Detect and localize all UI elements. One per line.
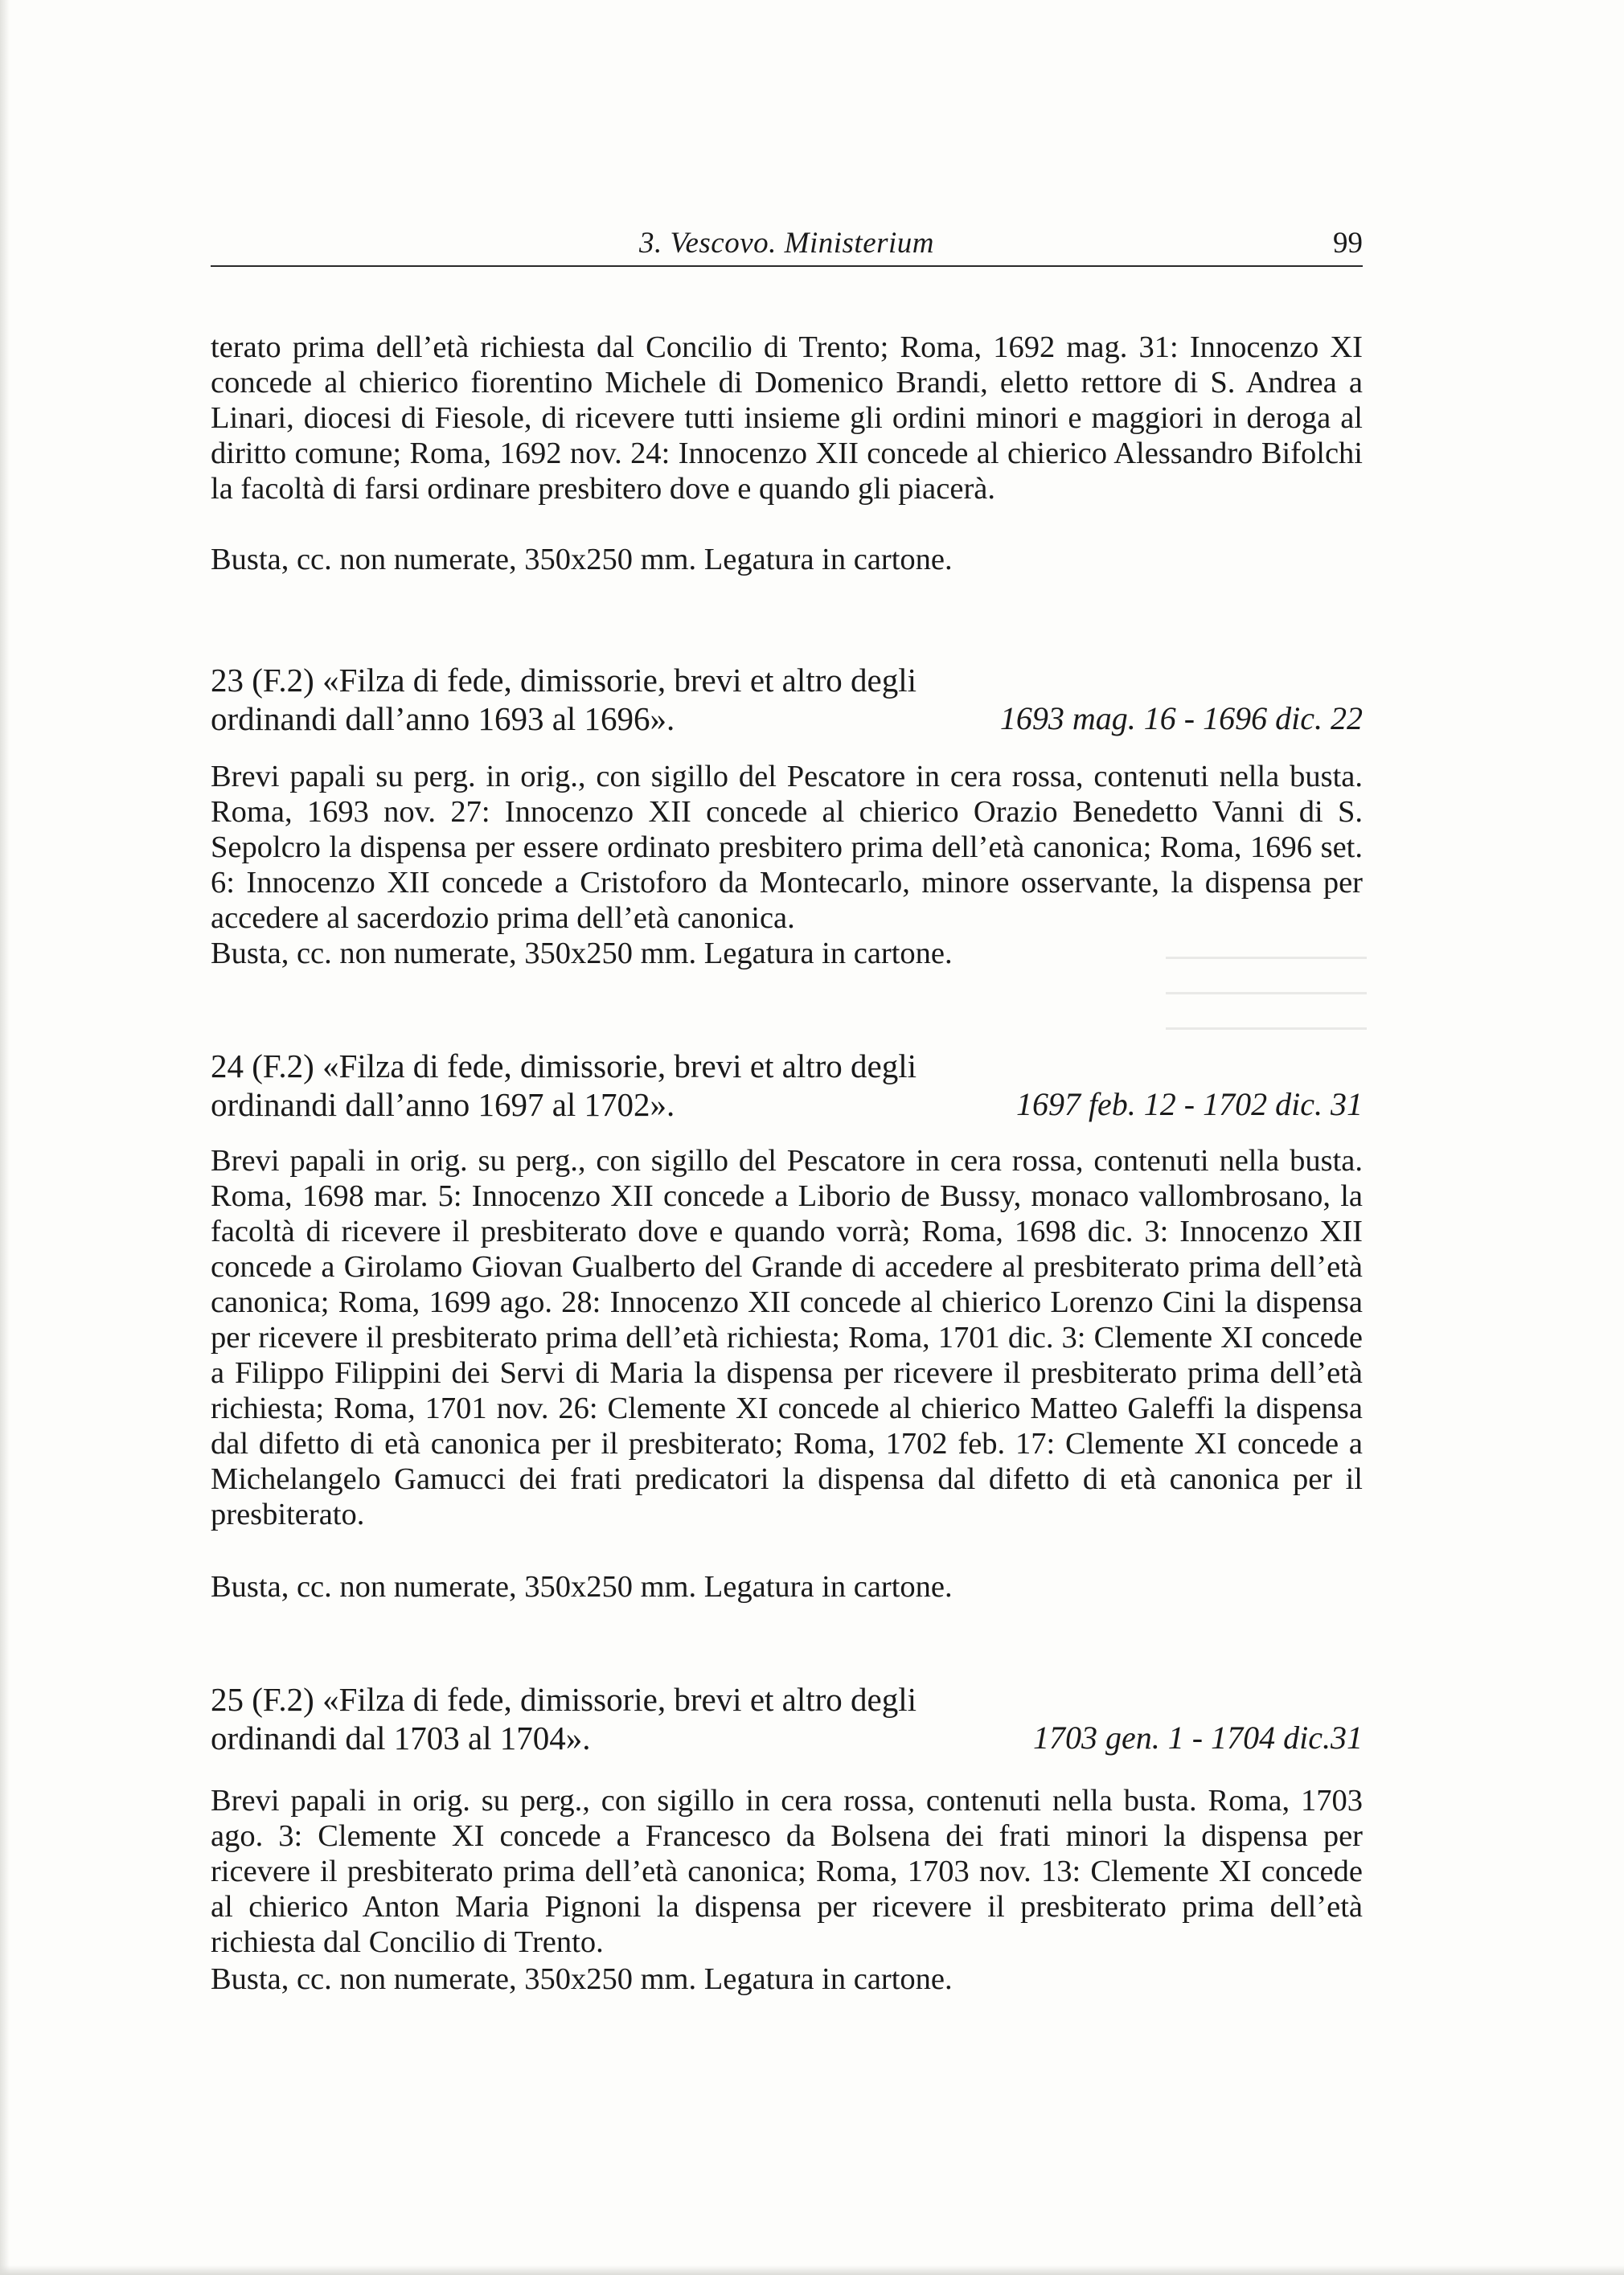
entry-24-date: 1697 feb. 12 - 1702 dic. 31: [1015, 1086, 1363, 1122]
entry-24-title: 24 (F.2) «Filza di fede, dimissorie, brevi et altro degli ordinandi dall’anno 1697 al 1702».: [211, 1047, 917, 1123]
entry-25-physical-description: Busta, cc. non numerate, 350x250 mm. Legatura in cartone.: [211, 1962, 953, 1996]
entry-23-title: 23 (F.2) «Filza di fede, dimissorie, brevi et altro degli ordinandi dall’anno 1693 al 1696».: [211, 662, 917, 737]
page-number: 99: [1333, 227, 1363, 260]
show-through-bleed: [1166, 957, 1367, 1061]
entry-24-heading: [211, 1047, 1363, 1124]
entry-23-date: 1693 mag. 16 - 1696 dic. 22: [999, 700, 1363, 736]
header-rule: [211, 265, 1363, 267]
entry-25-heading: [211, 1680, 1363, 1757]
page-bottom-shadow: [0, 2265, 1624, 2275]
running-title: 3. Vescovo. Ministerium: [638, 227, 935, 260]
entry-23-heading: [211, 661, 1363, 738]
entry-23-description: Brevi papali su perg. in orig., con sigillo del Pescatore in cera rossa, contenuti nella busta. Roma, 1693 nov. 27: Innocenzo XII concede al chierico Orazio Benedetto Vanni di S. Sepolcro la dispensa per essere ordinato presbitero prima dell’età canonica; Roma, 1696 set. 6: Innocenzo XII concede a Cristoforo da Montecarlo, minore osservante, la dispensa per accedere al sacerdozio prima dell’età canonica.: [211, 760, 1363, 935]
entry-23-physical-description: Busta, cc. non numerate, 350x250 mm. Legatura in cartone.: [211, 937, 953, 970]
running-head: [211, 223, 1363, 264]
entry-25-title: 25 (F.2) «Filza di fede, dimissorie, brevi et altro degli ordinandi dal 1703 al 1704».: [211, 1681, 917, 1756]
entry-25-date: 1703 gen. 1 - 1704 dic.31: [1033, 1720, 1363, 1756]
entry-24-physical-description: Busta, cc. non numerate, 350x250 mm. Legatura in cartone.: [211, 1570, 953, 1604]
entry-24-description: Brevi papali in orig. su perg., con sigillo del Pescatore in cera rossa, contenuti nella busta. Roma, 1698 mar. 5: Innocenzo XII concede a Liborio de Bussy, monaco vallombrosano, la facoltà di ricevere il presbiterato dove e quando vorrà; Roma, 1698 dic. 3: Innocenzo XII concede a Girolamo Giovan Gualberto del Grande di accedere al presbiterato prima dell’età canonica; Roma, 1699 ago. 28: Innocenzo XII concede al chierico Lorenzo Cini la dispensa per ricevere il presbiterato prima dell’età richiesta; Roma, 1701 dic. 3: Clemente XI concede a Filippo Filippini dei Servi di Maria la dispensa per ricevere il presbiterato prima dell’età richiesta; Roma, 1701 nov. 26: Clemente XI concede al chierico Matteo Galeffi la dispensa dal difetto di età canonica per il presbiterato; Roma, 1702 feb. 17: Clemente XI concede a Michelangelo Gamucci dei frati predicatori la dispensa dal difetto di età canonica per il presbiterato.: [211, 1144, 1363, 1531]
page-gutter-shadow: [0, 0, 10, 2275]
entry-25-description: Brevi papali in orig. su perg., con sigillo in cera rossa, contenuti nella busta. Roma, 1703 ago. 3: Clemente XI concede a Francesco da Bolsena dei frati minori la dispensa per ricevere il presbiterato prima dell’età canonica; Roma, 1703 nov. 13: Clemente XI concede al chierico Anton Maria Pignoni la dispensa per ricevere il presbiterato prima dell’età richiesta dal Concilio di Trento.: [211, 1784, 1363, 1959]
intro-physical-description: Busta, cc. non numerate, 350x250 mm. Legatura in cartone.: [211, 543, 953, 576]
intro-description: terato prima dell’età richiesta dal Concilio di Trento; Roma, 1692 mag. 31: Innocenzo XI concede al chierico fiorentino Michele di Domenico Brandi, eletto rettore di S. Andrea a Linari, diocesi di Fiesole, di ricevere tutti insieme gli ordini minori e maggiori in deroga al diritto comune; Roma, 1692 nov. 24: Innocenzo XII concede al chierico Alessandro Bifolchi la facoltà di farsi ordinare presbitero dove e quando gli piacerà.: [211, 330, 1363, 506]
